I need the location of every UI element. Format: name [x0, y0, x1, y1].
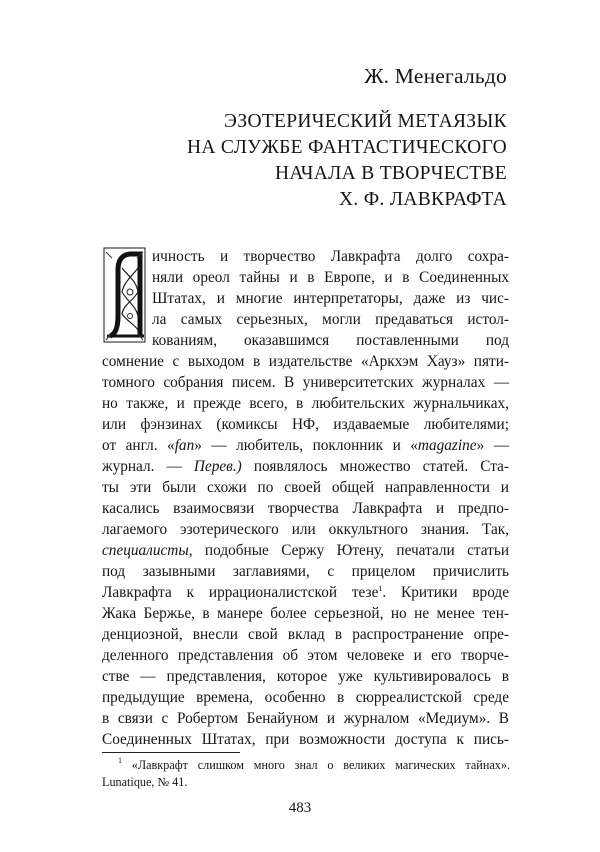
footnote-divider: [102, 752, 240, 753]
text-run: » —: [476, 437, 509, 454]
body-line: [102, 436, 509, 456]
body-line: Жака Бержье, в манере более серьезной, но не менее тен-: [102, 605, 509, 622]
author-name: Ж. Менегальдо: [364, 64, 507, 88]
body-line: под зазывными заглавиями, с прицелом причислить: [102, 563, 509, 580]
text-run: появлялось множество статей. Ста-: [241, 458, 509, 475]
text-run: от англ. «: [102, 437, 175, 454]
page-number: 483: [288, 800, 312, 816]
body-line: кованиям, оказавшимся поставленными под: [152, 332, 509, 349]
body-line: лагаемого эзотерического или оккультного знания. Так,: [102, 521, 509, 538]
italic-term: специалисты: [102, 542, 189, 559]
body-line: денциозной, внесли свой вклад в распространение опре-: [102, 626, 509, 643]
footnote-line: Lunatique, № 41.: [102, 775, 188, 789]
body-line: Штатах, и многие интерпретаторы, даже из чис-: [152, 290, 509, 307]
text-run: журнал. —: [102, 458, 194, 475]
footnote-line: «Лавкрафт слишком много знал о великих магических тайнах».: [131, 758, 510, 772]
body-line: стве — представления, которое уже культивировалось в: [102, 668, 509, 685]
body-line: няли ореол тайны и в Европе, и в Соединенных: [152, 269, 509, 286]
text-run: . Критики вроде: [382, 584, 509, 601]
italic-term: Перев.): [193, 458, 242, 475]
footnote-marker: 1: [118, 756, 122, 765]
text-run: » — любитель, поклонник и «: [194, 437, 418, 454]
footnote-text: [118, 757, 510, 774]
body-line: предыдущие времена, особенно в сюрреалистской среде: [102, 689, 509, 706]
body-line: [102, 583, 509, 603]
body-line: ла самых серьезных, могли предаваться истол-: [152, 311, 509, 328]
body-line: [102, 541, 509, 561]
footnote-ref: 1: [378, 584, 383, 593]
text-run: Лавкрафта к иррационалистской тезе: [102, 584, 379, 601]
ornamental-drop-cap: [102, 246, 147, 344]
title-line: Х. Ф. ЛАВКРАФТА: [339, 189, 507, 210]
body-line: ичность и творчество Лавкрафта долго сохра-: [152, 248, 509, 265]
body-line: сомнение с выходом в издательстве «Аркхэм Хауз» пяти-: [102, 353, 509, 370]
title-line: НАЧАЛА В ТВОРЧЕСТВЕ: [275, 163, 507, 184]
body-line: ты эти были схожи по своей общей направленности и: [102, 479, 509, 496]
body-line: касались взаимосвязи творчества Лавкрафта и предпо-: [102, 500, 509, 517]
body-line: в связи с Робертом Бенайуном и журналом «Медиум». В: [102, 710, 509, 727]
article-title: [187, 109, 507, 213]
italic-term: magazine: [417, 437, 477, 454]
title-line: НА СЛУЖБЕ ФАНТАСТИЧЕСКОГО: [186, 137, 507, 158]
body-line: деленного представления об этом человеке и его творче-: [102, 647, 509, 664]
italic-term: fan: [174, 437, 195, 454]
body-line: или фэнзинах (комиксы НФ, издаваемые любителями;: [102, 416, 509, 433]
title-line: ЭЗОТЕРИЧЕСКИЙ МЕТАЯЗЫК: [223, 111, 507, 132]
text-run: , подобные Сержу Ютену, печатали статьи: [188, 542, 509, 559]
body-line: Соединенных Штатах, при возможности доступа к пись-: [102, 731, 509, 748]
body-line: [102, 457, 509, 477]
body-line: томного собрания писем. В университетских журналах —: [102, 374, 509, 391]
body-line: но также, и прежде всего, в любительских журнальчиках,: [102, 395, 509, 412]
